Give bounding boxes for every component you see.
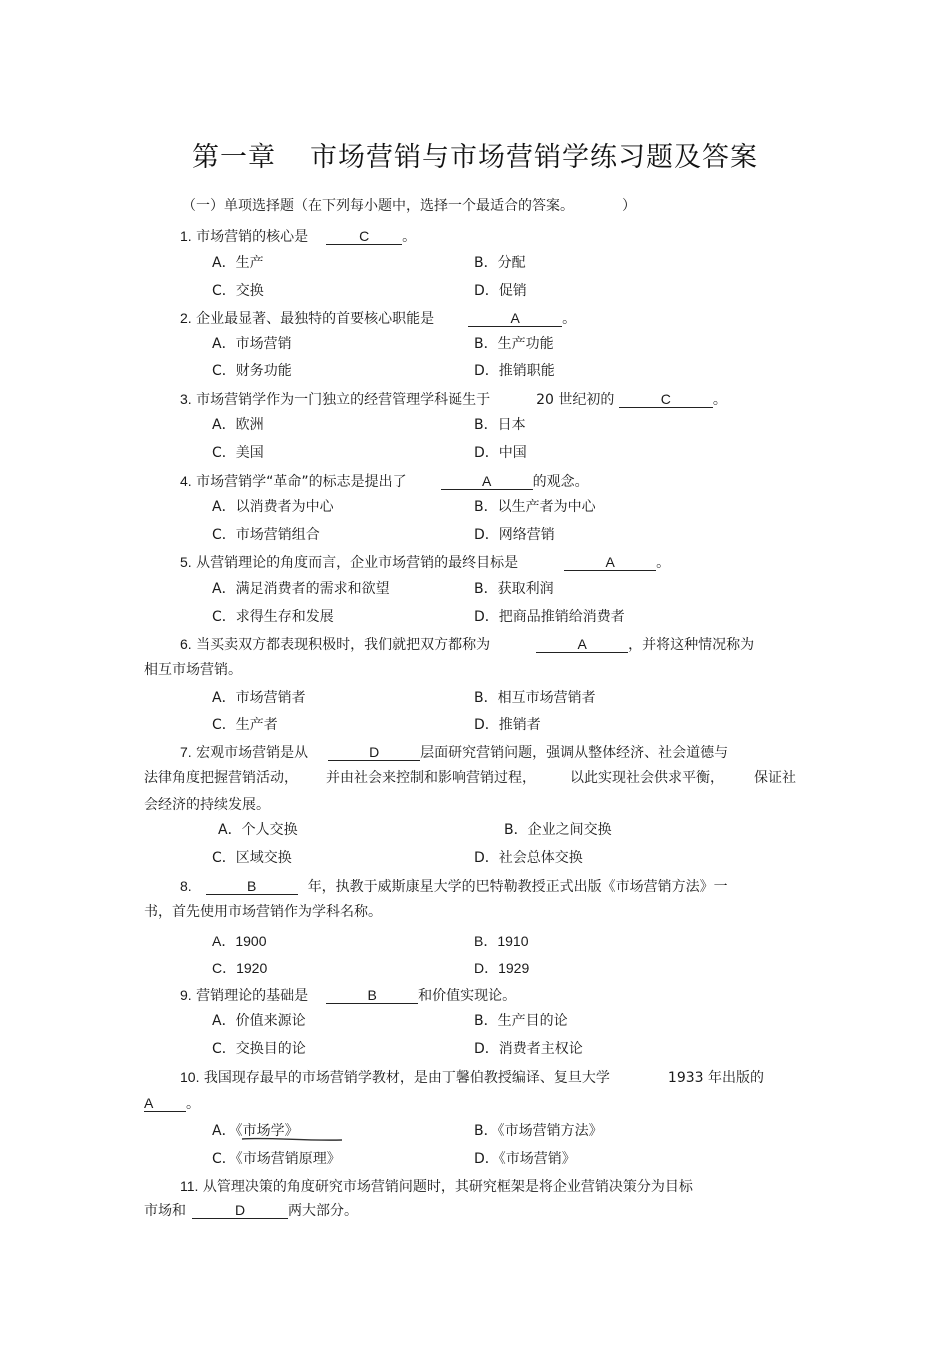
answer-blank: B <box>206 878 298 895</box>
question-6-line-2: 相互市场营销。 <box>144 662 242 678</box>
answer-blank: D <box>192 1202 288 1219</box>
option: A．生产 <box>212 255 264 271</box>
option: A．欧洲 <box>212 417 264 433</box>
answer-blank: B <box>326 987 418 1004</box>
option: B．生产功能 <box>474 336 554 352</box>
option: B．企业之间交换 <box>504 822 612 838</box>
option: C．1920 <box>212 960 268 976</box>
option: D．促销 <box>474 283 527 299</box>
option: D．消费者主权论 <box>474 1041 583 1057</box>
option: D．推销职能 <box>474 363 555 379</box>
question-6: 6. 当买卖双方都表现积极时，我们就把双方都称为 A ，并将这种情况称为 <box>180 636 755 653</box>
answer-blank: D <box>328 744 420 761</box>
option: A．满足消费者的需求和欲望 <box>212 581 390 597</box>
option: C．美国 <box>212 445 264 461</box>
option: A．价值来源论 <box>212 1013 306 1029</box>
option: D．1929 <box>474 960 530 976</box>
option: C．《市场营销原理》 <box>212 1151 341 1167</box>
answer-blank: A <box>564 554 656 571</box>
option: A．以消费者为中心 <box>212 499 334 515</box>
question-7-line-2: 法律角度把握营销活动， 并由社会来控制和影响营销过程， 以此实现社会供求平衡， 保证社 <box>144 770 796 786</box>
question-4: 4. 市场营销学“革命”的标志是提出了 A 的观念。 <box>180 473 589 490</box>
question-5: 5. 从营销理论的角度而言，企业市场营销的最终目标是 A 。 <box>180 554 671 571</box>
answer-blank: A <box>144 1095 186 1112</box>
option: B．生产目的论 <box>474 1013 568 1029</box>
question-1: 1. 市场营销的核心是 C 。 <box>180 228 417 245</box>
option: D．社会总体交换 <box>474 850 583 866</box>
option: A．1900 <box>212 933 267 949</box>
option: D．《市场营销》 <box>474 1151 576 1167</box>
option: D．推销者 <box>474 717 541 733</box>
option: C．区域交换 <box>212 850 292 866</box>
handwritten-underline <box>240 1135 344 1143</box>
question-10-line-2: A 。 <box>144 1095 200 1112</box>
answer-blank: A <box>468 310 562 327</box>
option: B．以生产者为中心 <box>474 499 596 515</box>
answer-blank: A <box>441 473 533 490</box>
answer-blank: C <box>619 391 713 408</box>
question-8-line-2: 书，首先使用市场营销作为学科名称。 <box>144 904 382 920</box>
option: D．网络营销 <box>474 527 555 543</box>
option: B．日本 <box>474 417 526 433</box>
chapter-label: 第一章 <box>192 142 276 173</box>
option: B．获取利润 <box>474 581 554 597</box>
option: A．个人交换 <box>218 822 298 838</box>
question-8: 8. B 年，执教于威斯康星大学的巴特勒教授正式出版《市场营销方法》一 <box>180 878 728 895</box>
answer-blank: A <box>536 636 628 653</box>
option: C．求得生存和发展 <box>212 609 334 625</box>
option: B．分配 <box>474 255 526 271</box>
option: B．1910 <box>474 933 529 949</box>
answer-blank: C <box>326 228 402 245</box>
option: C．交换目的论 <box>212 1041 306 1057</box>
option: A．市场营销 <box>212 336 292 352</box>
question-7: 7. 宏观市场营销是从 D 层面研究营销问题，强调从整体经济、社会道德与 <box>180 744 729 761</box>
question-11-line-2: 市场和 D 两大部分。 <box>144 1202 358 1219</box>
question-11: 11. 从管理决策的角度研究市场营销问题时，其研究框架是将企业营销决策分为目标 <box>180 1178 693 1195</box>
option: D．把商品推销给消费者 <box>474 609 625 625</box>
chapter-title: 市场营销与市场营销学练习题及答案 <box>310 142 758 173</box>
question-2: 2. 企业最显著、最独特的首要核心职能是 A 。 <box>180 310 577 327</box>
page-title <box>0 135 950 174</box>
section-heading: （一）单项选择题（在下列每小题中，选择一个最适合的答案。 ） <box>182 198 636 214</box>
option: A．市场营销者 <box>212 690 306 706</box>
question-7-line-3: 会经济的持续发展。 <box>144 797 270 813</box>
option: D．中国 <box>474 445 527 461</box>
option: B．《市场营销方法》 <box>474 1123 603 1139</box>
option: B．相互市场营销者 <box>474 690 596 706</box>
option: C．市场营销组合 <box>212 527 320 543</box>
question-3: 3. 市场营销学作为一门独立的经营管理学科诞生于 20 世纪初的 C 。 <box>180 391 727 408</box>
question-9: 9. 营销理论的基础是 B 和价值实现论。 <box>180 987 517 1004</box>
option: C．交换 <box>212 283 264 299</box>
question-10: 10. 我国现存最早的市场营销学教材，是由丁馨伯教授编译、复旦大学 1933 年出版的 <box>180 1069 765 1086</box>
option: A．《市场学》 <box>212 1123 299 1139</box>
option: C．生产者 <box>212 717 278 733</box>
option: C．财务功能 <box>212 363 292 379</box>
